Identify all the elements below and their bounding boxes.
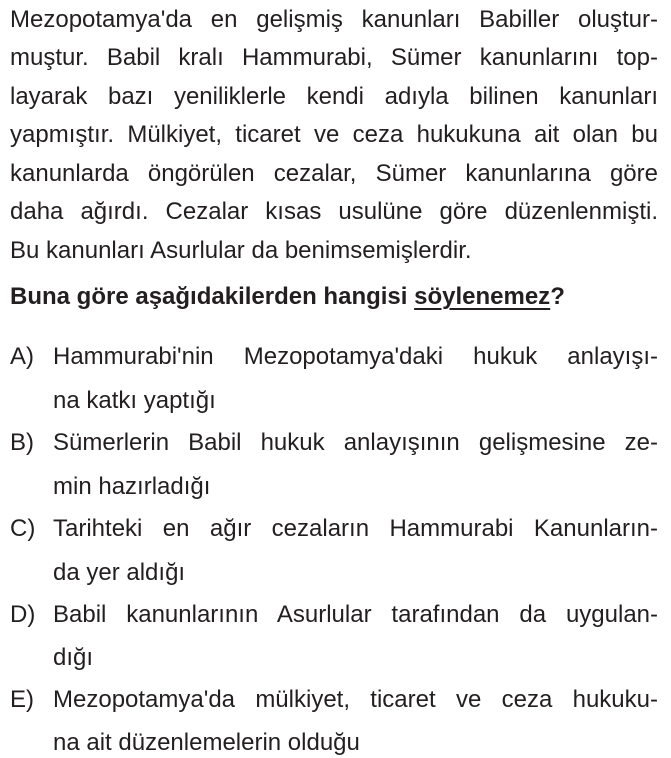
option-text-line: Hammurabi'nin Mezopotamya'daki hukuk anlayışı-	[53, 343, 658, 370]
question-prefix: Buna göre aşağıdakilerden hangisi	[10, 283, 415, 310]
option-text-line: da yer aldığı	[53, 559, 186, 586]
passage-line: layarak bazı yeniliklerle kendi adıyla bilinen kanunları	[10, 83, 658, 110]
option-letter: D)	[10, 601, 36, 628]
question-stem	[10, 283, 565, 311]
option-letter: B)	[10, 429, 34, 456]
option-text-line: dığı	[53, 644, 94, 671]
option-text-line: Mezopotamya'da mülkiyet, ticaret ve ceza hukuku-	[53, 686, 658, 713]
passage-line: yapmıştır. Mülkiyet, ticaret ve ceza hukukuna ait olan bu	[10, 121, 658, 148]
option-letter: E)	[10, 686, 34, 713]
option-letter: C)	[10, 515, 36, 542]
option-text-line: na katkı yaptığı	[53, 387, 216, 414]
option-text-line: min hazırladığı	[53, 473, 211, 500]
passage-line: Mezopotamya'da en gelişmiş kanunları Babiller oluştur-	[10, 6, 658, 33]
option-letter: A)	[10, 343, 34, 370]
question-emphasis: söylenemez	[414, 283, 551, 310]
passage-line: kanunlarda öngörülen cezalar, Sümer kanunlarına göre	[10, 160, 658, 187]
option-text-line: Tarihteki en ağır cezaların Hammurabi Kanunların-	[53, 515, 658, 542]
passage-line: daha ağırdı. Cezalar kısas usulüne göre düzenlenmişti.	[10, 198, 658, 225]
option-text-line: Sümerlerin Babil hukuk anlayışının gelişmesine ze-	[53, 429, 658, 456]
option-text-line: Babil kanunlarının Asurlular tarafından da uygulan-	[53, 601, 658, 628]
passage-line: Bu kanunları Asurlular da benimsemişlerdir.	[10, 237, 472, 264]
passage-line: muştur. Babil kralı Hammurabi, Sümer kanunlarını top-	[10, 44, 658, 71]
question-suffix: ?	[550, 283, 565, 310]
option-text-line: na ait düzenlemelerin olduğu	[53, 729, 360, 756]
